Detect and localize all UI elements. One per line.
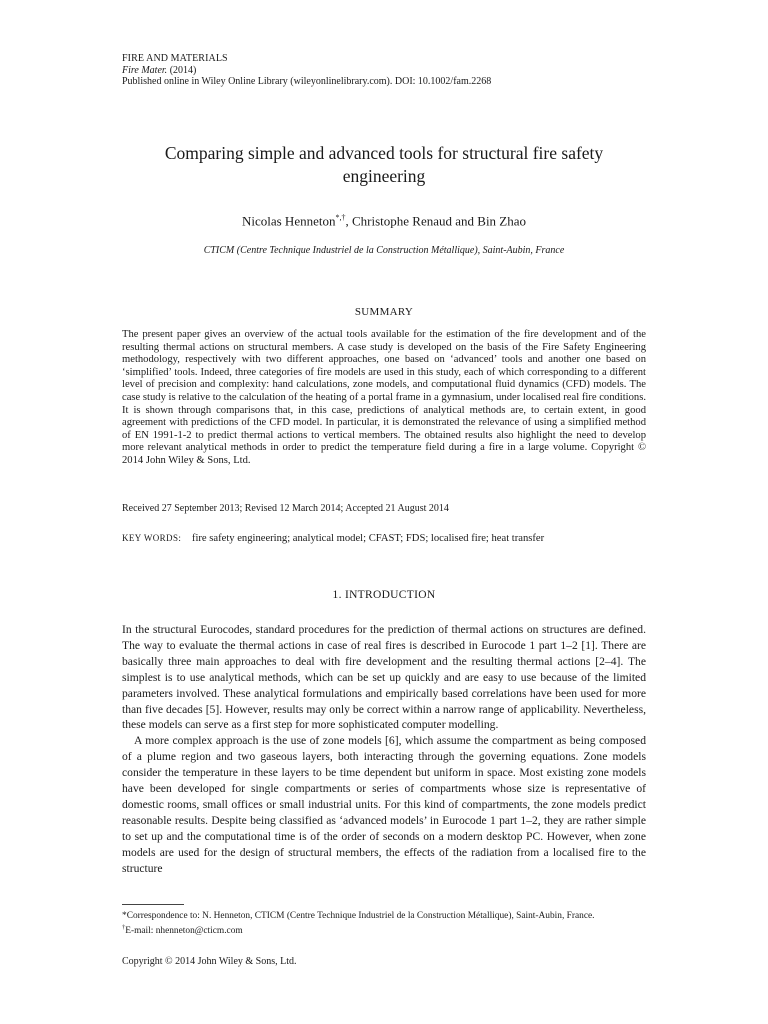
email-note <box>122 922 646 937</box>
article-title: Comparing simple and advanced tools for structural fire safety engineering <box>164 143 604 186</box>
journal-citation <box>122 65 491 77</box>
journal-year: (2014) <box>169 64 197 76</box>
summary-heading: SUMMARY <box>354 306 414 318</box>
journal-abbrev: Fire Mater. <box>122 64 168 76</box>
journal-name: FIRE AND MATERIALS <box>122 53 228 64</box>
keywords-label: KEY WORDS: <box>122 533 182 543</box>
authors-rest: , Christophe Renaud and Bin Zhao <box>345 213 527 229</box>
journal-header <box>122 53 491 88</box>
paragraph-1: In the structural Eurocodes, standard procedures for the prediction of thermal actions on structures are defined. The way to evaluate the thermal actions in case of real fires is described in Eurocode 1 part 1–2 [1]. There are basically three main approaches to deal with fire development and the resulting thermal actions [2–4]. The simplest is to use analytical methods, which can be set up quickly and are easy to use because of the limited parameters involved. These analytical formulations and empirically based correlations have been used for more than five decades [5]. However, results may only be correct within a narrow range of applicability. Nevertheless, these models can serve as a first step for more sophisticated computer modelling. <box>122 623 646 732</box>
author-first: Nicolas Henneton <box>241 213 336 229</box>
section-heading-introduction: 1. INTRODUCTION <box>332 589 436 601</box>
footnotes <box>122 910 646 937</box>
keywords-line <box>122 533 544 544</box>
journal-published-line: Published online in Wiley Online Library (wileyonlinelibrary.com). DOI: 10.1002/fam.2268 <box>122 76 492 87</box>
paragraph-2: A more complex approach is the use of zone models [6], which assume the compartment as being composed of a plume region and two gaseous layers, both interacting through the governing equations. Zone models consider the temperature in these layers to be time dependent but uniform in space. Most existing zone models have been developed for single compartments or series of compartments whose size is representative of domestic rooms, small offices or small industrial units. For this kind of compartments, the zone models predict reasonable results. Despite being classified as ‘advanced models’ in Eurocode 1 part 1–2, they are rather simple to set up and the computational time is of the order of seconds on a modern desktop PC. However, when zone models are used for the design of structural members, the effects of the radiation from a localised fire to the structure <box>122 734 646 875</box>
received-dates: Received 27 September 2013; Revised 12 March 2014; Accepted 21 August 2014 <box>122 503 449 514</box>
introduction-body <box>122 622 646 877</box>
keywords-list: fire safety engineering; analytical model; CFAST; FDS; localised fire; heat transfer <box>191 533 545 544</box>
correspondence-note: *Correspondence to: N. Henneton, CTICM (Centre Technique Industriel de la Construction Métallique), Saint-Aubin, France. <box>122 911 595 921</box>
email-mark: † <box>122 924 126 931</box>
footnote-divider <box>122 904 184 905</box>
summary-text: The present paper gives an overview of the actual tools available for the estimation of the fire development and of the resulting thermal actions on structural members. A case study is developed on the basis of the Fire Safety Engineering methodology, respectively with two different approaches, one based on ‘advanced’ tools and another one based on ‘simplified’ tools. Indeed, three categories of fire models are used in this study, each of which corresponding to a different level of precision and complexity: hand calculations, zone models, and computational fluid dynamics (CFD) models. The case study is relative to the calculation of the heating of a portal frame in a gymnasium, under localised real fire conditions. It is shown through comparisons that, in this case, predictions of analytical methods are, to certain extent, in good agreement with predictions of the CFD model. In particular, it is demonstrated the relevance of using a simplified method of EN 1991-1-2 to predict thermal actions to vertical members. The obtained results also highlight the need to develop more relevant analytical methods in order to predict the temperature field during a fire in a large volume. Copyright © 2014 John Wiley & Sons, Ltd. <box>122 329 646 466</box>
affiliation: CTICM (Centre Technique Industriel de la Construction Métallique), Saint-Aubin, France <box>203 245 565 256</box>
copyright-line: Copyright © 2014 John Wiley & Sons, Ltd. <box>122 956 297 967</box>
email-text: E-mail: nhenneton@cticm.com <box>125 926 243 937</box>
author-list <box>122 213 646 229</box>
author-marks: *,† <box>335 213 346 222</box>
